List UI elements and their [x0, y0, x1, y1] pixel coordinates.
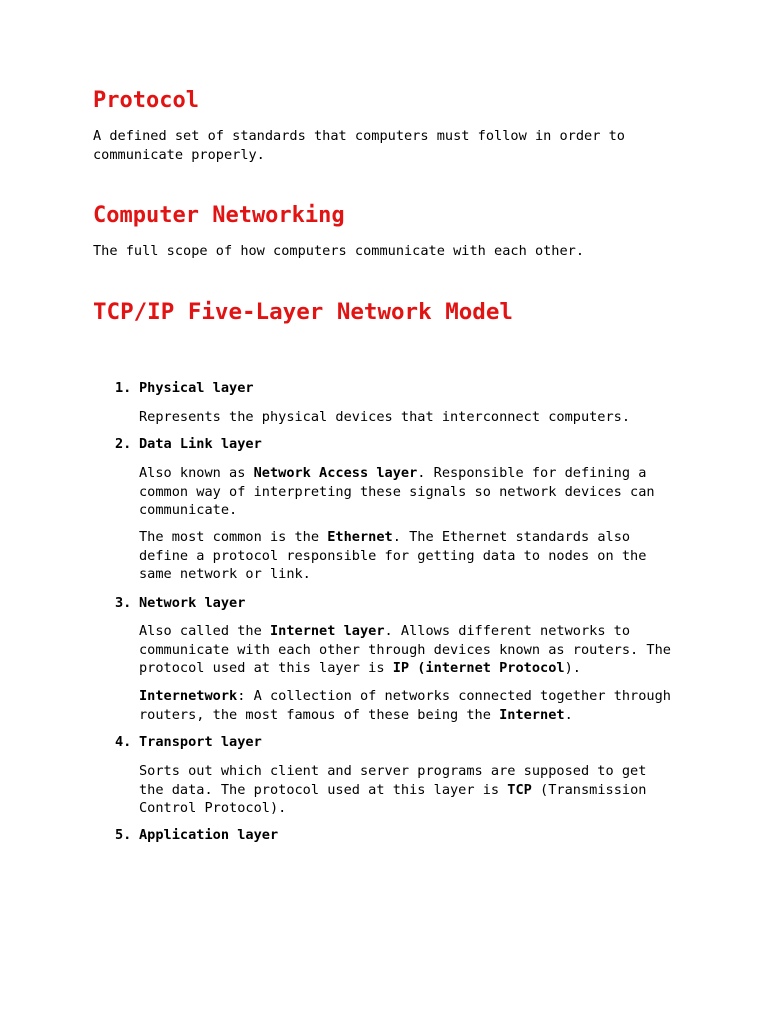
layer-heading-physical	[115, 379, 254, 397]
text-run: (Transmission Control Protocol).	[139, 781, 647, 817]
layer-number: 2.	[115, 436, 132, 452]
layer-name: Physical layer	[139, 380, 254, 396]
text-run: .	[564, 706, 573, 723]
protocol-definition: A defined set of standards that computers must follow in order to communicate properly.	[93, 128, 625, 163]
text-run: Also called the	[139, 623, 270, 639]
layer-name: Application layer	[139, 827, 279, 843]
bold-term: Ethernet	[327, 529, 393, 545]
layer-name: Network layer	[139, 595, 246, 611]
heading-tcpip-model: TCP/IP Five-Layer Network Model	[93, 299, 513, 325]
networking-definition: The full scope of how computers communicate with each other.	[93, 243, 585, 259]
heading-protocol: Protocol	[93, 88, 199, 113]
bold-term: (	[409, 660, 426, 677]
bold-term: TCP	[507, 781, 532, 798]
text-run: : A collection of networks connected together through routers, the most famous of these being the	[139, 688, 671, 723]
heading-computer-networking: Computer Networking	[93, 203, 345, 228]
text-run: . Responsible for defining a common way of interpreting these signals so network devices can communicate.	[139, 465, 655, 519]
layer-number: 3.	[115, 595, 132, 611]
layer-description: Represents the physical devices that interconnect computers.	[139, 409, 631, 425]
layer-description	[139, 687, 679, 724]
layer-heading-transport	[115, 733, 262, 751]
layer-heading-application	[115, 826, 278, 844]
layer-heading-data-link	[115, 435, 262, 453]
bold-term: IP	[392, 660, 410, 677]
layer-number: 5.	[115, 827, 132, 843]
bold-term: Internet	[499, 706, 565, 723]
layer-heading-network	[115, 594, 245, 612]
bold-term: Internetwork	[139, 688, 238, 704]
layer-description	[139, 622, 679, 678]
bold-term: Network Access layer	[253, 465, 418, 481]
layer-description	[139, 528, 679, 584]
text-run: . Allows different networks to communicate with each other through devices known as routers. The protocol used at this layer is	[139, 623, 671, 677]
bold-term: internet Protocol	[425, 660, 565, 677]
layer-number: 4.	[115, 734, 132, 750]
layer-name: Transport layer	[139, 734, 262, 750]
text-run: Sorts out which client and server programs are supposed to get the data. The protocol used at this layer is	[139, 763, 647, 798]
text-run: Also known as	[139, 465, 254, 481]
bold-term: Internet layer	[269, 623, 385, 639]
layer-description	[139, 464, 679, 520]
text-run: ).	[564, 660, 581, 677]
layer-description	[139, 762, 679, 818]
layer-number: 1.	[115, 380, 132, 396]
layer-name: Data Link layer	[139, 436, 262, 452]
text-run: . The Ethernet standards also define a protocol responsible for getting data to nodes on the same network or link.	[139, 529, 647, 583]
text-run: The most common is the	[139, 529, 328, 545]
